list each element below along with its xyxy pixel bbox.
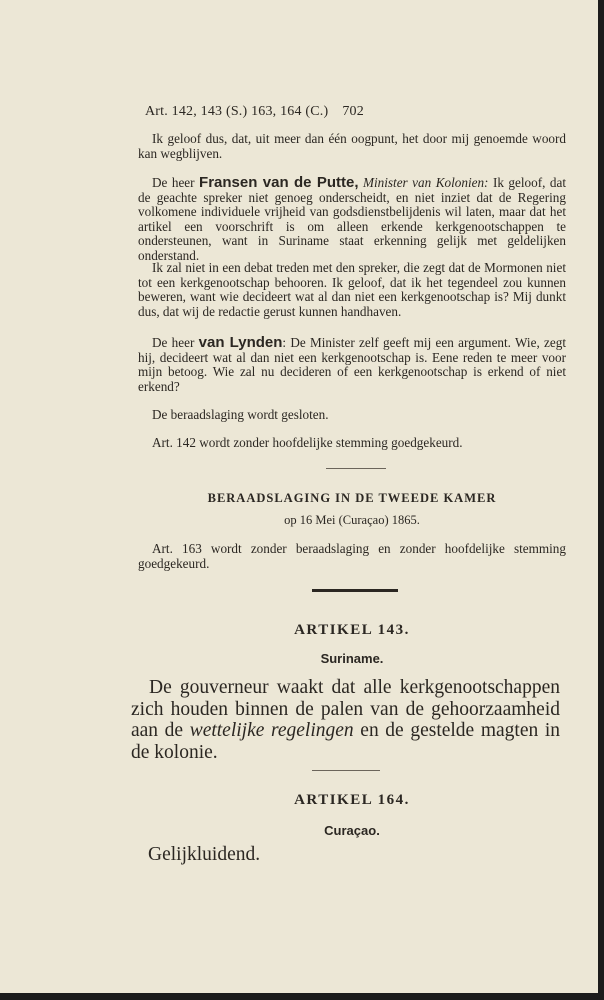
section-text: Art. 163 wordt zonder beraadslaging en zonder hoofdelijke stemming goedgekeurd. (138, 541, 566, 571)
speech-text: Ik geloof, dat de geachte spreker niet genoeg onderscheidt, en niet inziet dat de Regering volkomene individuele vrijheid van godsdienstbelijdenis wil laten, maar dat het artikel een voorschrift is om alleen erkende kerkgenootschappen te ondersteunen, want in Suriname staat erkenning gelijk met geldelijken onderstand. (138, 175, 566, 263)
article-143-title: ARTIKEL 143. (294, 622, 410, 638)
paragraph-6: Art. 142 wordt zonder hoofdelijke stemming goedgekeurd. (152, 435, 463, 450)
article-text-italic: wettelijke regelingen (189, 720, 354, 741)
thick-divider (312, 589, 398, 592)
article-164-region: Curaçao. (324, 823, 380, 838)
speech-text: : De Minister zelf geeft mij een argument. Wie, zegt hij, decideert wat al dan niet een kerkgenootschap is. Eene reden te meer voor mijn betoog. Wie zal nu decideren of een kerkgenootschap is erkend of niet erkend? (138, 335, 566, 394)
speaker-name: Fransen van de Putte, (199, 174, 359, 191)
paragraph-4 (138, 336, 566, 394)
article-164-text: Gelijkluidend. (148, 844, 261, 865)
section-heading: BERAADSLAGING IN DE TWEEDE KAMER (207, 491, 497, 505)
paragraph-3: Ik zal niet in een debat treden met den spreker, die zegt dat de Mormonen niet tot een kerkgenootschap behooren. Ik geloof, dat ik het tegendeel zou kunnen beweren, want wie decideert wat al dan niet een kerkgenootschap is? Mij dunkt dus, dat wij de redactie gerust kunnen handhaven. (138, 260, 566, 319)
paragraph-1: Ik geloof dus, dat, uit meer dan één oogpunt, het door mij genoemde woord kan wegblijven. (138, 131, 566, 161)
paragraph-2 (138, 176, 566, 264)
article-reference: Art. 142, 143 (S.) 163, 164 (C.) (145, 104, 329, 119)
short-divider (326, 468, 386, 469)
speaker-role: Minister van Kolonien: (363, 175, 489, 190)
speaker-prefix: De heer (152, 335, 199, 350)
article-143-region: Suriname. (320, 651, 384, 666)
speaker-prefix: De heer (152, 175, 200, 190)
paragraph-5: De beraadslaging wordt gesloten. (152, 407, 329, 422)
running-head (145, 104, 364, 120)
short-divider (312, 770, 380, 771)
page-number: 702 (342, 104, 364, 119)
article-164-title: ARTIKEL 164. (294, 792, 410, 808)
article-143-text (131, 677, 560, 763)
article-text-end: en de gestelde magten in de kolonie. (131, 720, 560, 763)
section-date: op 16 Mei (Curaçao) 1865. (284, 513, 420, 527)
speaker-name: van Lynden (198, 334, 283, 351)
article-text-start: De gouverneur waakt dat alle kerkgenootschappen zich houden binnen de palen van de gehoorzaamheid aan de (131, 677, 560, 741)
